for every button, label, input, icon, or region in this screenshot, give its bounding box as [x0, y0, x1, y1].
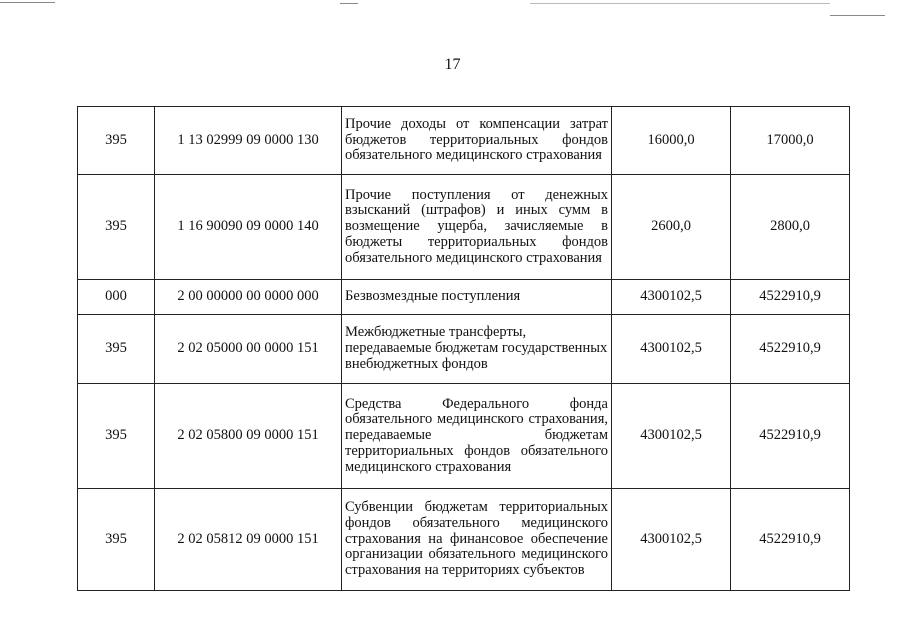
amount-year-2-cell: 2800,0	[731, 175, 850, 280]
admin-code-cell: 000	[78, 280, 155, 315]
amount-year-2-cell: 17000,0	[731, 107, 850, 175]
admin-code-cell: 395	[78, 315, 155, 384]
table-row	[78, 107, 850, 175]
classification-code-cell: 1 13 02999 09 0000 130	[155, 107, 342, 175]
revenue-name-cell: Безвозмездные поступления	[342, 280, 612, 315]
amount-year-1-cell: 4300102,5	[612, 384, 731, 489]
scan-artifact-line	[0, 2, 55, 3]
admin-code-cell: 395	[78, 107, 155, 175]
table-row	[78, 384, 850, 489]
scan-artifact-line	[340, 3, 358, 4]
revenue-name-cell: Средства Федерального фонда обязательного медицинского страхования, передаваемые бюджетам территориальных фондов обязательного медицинского страхования	[342, 384, 612, 489]
revenue-name-cell: Субвенции бюджетам территориальных фондов обязательного медицинского страхования на финансовое обеспечение организации обязательного медицинского страхования на территориях субъектов	[342, 489, 612, 591]
amount-year-1-cell: 4300102,5	[612, 489, 731, 591]
budget-revenue-table	[77, 106, 850, 591]
amount-year-1-cell: 4300102,5	[612, 280, 731, 315]
amount-year-2-cell: 4522910,9	[731, 489, 850, 591]
admin-code-cell: 395	[78, 489, 155, 591]
table-row	[78, 175, 850, 280]
revenue-name-cell: Прочие поступления от денежных взысканий (штрафов) и иных сумм в возмещение ущерба, зачисляемые в бюджеты территориальных фондов обязательного медицинского страхования	[342, 175, 612, 280]
amount-year-1-cell: 16000,0	[612, 107, 731, 175]
classification-code-cell: 2 00 00000 00 0000 000	[155, 280, 342, 315]
revenue-name-cell: Прочие доходы от компенсации затрат бюджетов территориальных фондов обязательного медицинского страхования	[342, 107, 612, 175]
classification-code-cell: 1 16 90090 09 0000 140	[155, 175, 342, 280]
admin-code-cell: 395	[78, 175, 155, 280]
table-row	[78, 315, 850, 384]
classification-code-cell: 2 02 05812 09 0000 151	[155, 489, 342, 591]
scan-artifact-line	[830, 15, 885, 16]
amount-year-2-cell: 4522910,9	[731, 384, 850, 489]
amount-year-1-cell: 2600,0	[612, 175, 731, 280]
admin-code-cell: 395	[78, 384, 155, 489]
table-row	[78, 280, 850, 315]
amount-year-1-cell: 4300102,5	[612, 315, 731, 384]
classification-code-cell: 2 02 05000 00 0000 151	[155, 315, 342, 384]
revenue-name-cell: Межбюджетные трансферты, передаваемые бюджетам государственных внебюджетных фондов	[342, 315, 612, 384]
scan-artifact-line	[530, 3, 830, 4]
amount-year-2-cell: 4522910,9	[731, 315, 850, 384]
classification-code-cell: 2 02 05800 09 0000 151	[155, 384, 342, 489]
table-row	[78, 489, 850, 591]
page-number: 17	[444, 56, 461, 73]
amount-year-2-cell: 4522910,9	[731, 280, 850, 315]
